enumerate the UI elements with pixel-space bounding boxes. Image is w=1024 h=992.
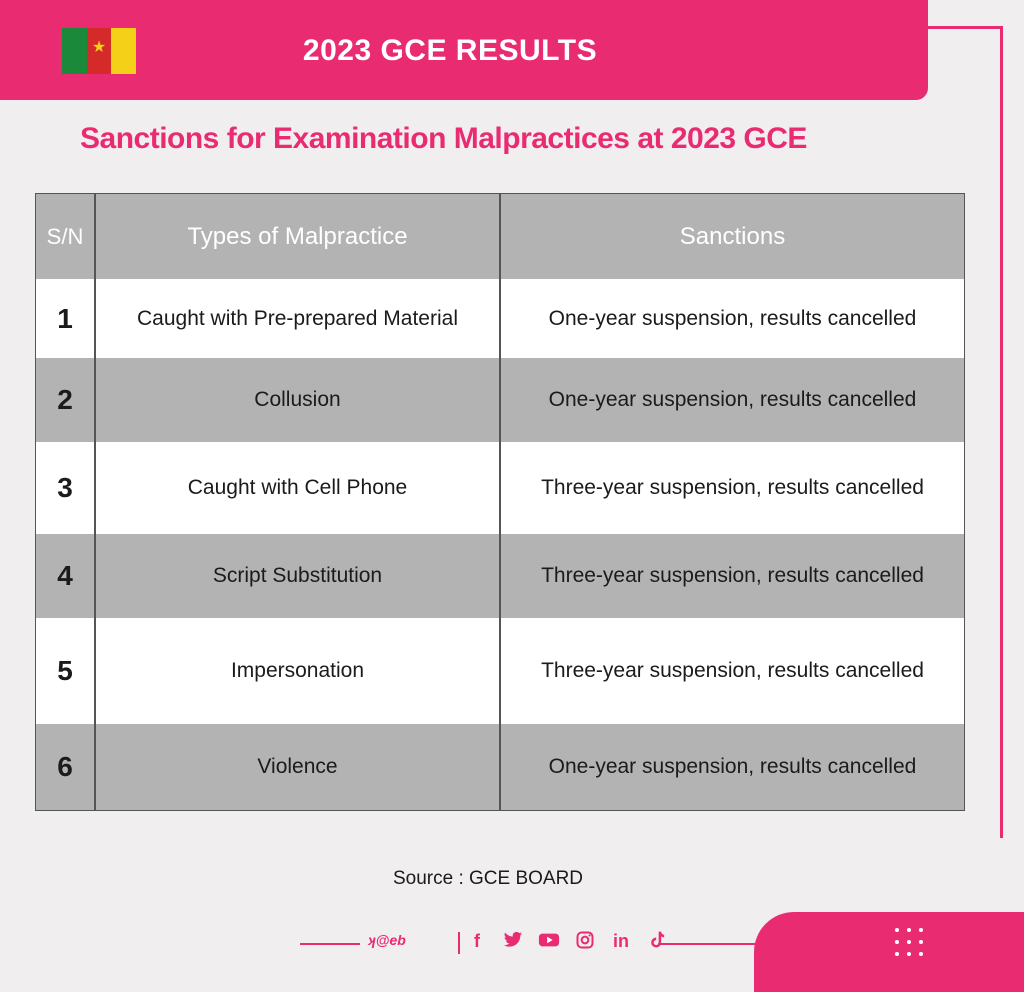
youtube-icon[interactable]: [538, 930, 560, 952]
decorative-frame-top: [928, 26, 1002, 29]
header-title: 2023 GCE RESULTS: [302, 34, 598, 67]
row-type: Collusion: [254, 388, 341, 411]
header-sn: S/N: [46, 223, 84, 249]
column-divider: [94, 194, 96, 810]
header-bar: [0, 0, 928, 100]
row-sn: 4: [57, 560, 73, 591]
footer-divider: [658, 943, 758, 945]
sanctions-table: [35, 193, 965, 811]
row-sn: 3: [57, 472, 73, 503]
row-sanction: Three-year suspension, results cancelled: [541, 564, 924, 587]
instagram-icon[interactable]: [574, 930, 596, 952]
row-sn: 1: [57, 302, 73, 334]
header-type: Types of Malpractice: [187, 222, 408, 250]
facebook-icon[interactable]: f: [474, 931, 480, 951]
row-sn: 5: [57, 655, 73, 686]
footer-separator: [458, 932, 460, 954]
header-sanction: Sanctions: [679, 222, 786, 250]
tiktok-icon[interactable]: [646, 930, 668, 952]
row-type: Caught with Pre-prepared Material: [137, 306, 458, 330]
footer-divider: [300, 943, 360, 945]
page-subtitle: Sanctions for Examination Malpractices at 2023 GCE: [80, 122, 807, 155]
row-type: Script Substitution: [212, 564, 383, 587]
source-note: Source : GCE BOARD: [392, 868, 584, 889]
corner-decoration: [754, 912, 1024, 992]
cameroon-flag-icon: ★: [62, 28, 136, 74]
row-sanction: Three-year suspension, results cancelled: [541, 659, 924, 682]
twitter-icon[interactable]: [502, 930, 524, 952]
brand-logo-icon: ʞ@eb: [368, 932, 406, 948]
social-links: [466, 930, 668, 952]
row-type: Caught with Cell Phone: [187, 476, 408, 499]
row-type: Impersonation: [230, 659, 365, 682]
row-sn: 6: [57, 751, 73, 782]
row-sanction: One-year suspension, results cancelled: [548, 306, 917, 330]
row-sanction: Three-year suspension, results cancelled: [541, 476, 924, 499]
row-sanction: One-year suspension, results cancelled: [548, 755, 917, 778]
row-sn: 2: [57, 384, 73, 415]
decorative-frame-right: [1000, 26, 1003, 838]
column-divider: [499, 194, 501, 810]
row-sanction: One-year suspension, results cancelled: [548, 388, 917, 411]
dots-icon: [895, 928, 927, 960]
row-type: Violence: [257, 755, 338, 778]
linkedin-icon[interactable]: in: [613, 931, 629, 951]
